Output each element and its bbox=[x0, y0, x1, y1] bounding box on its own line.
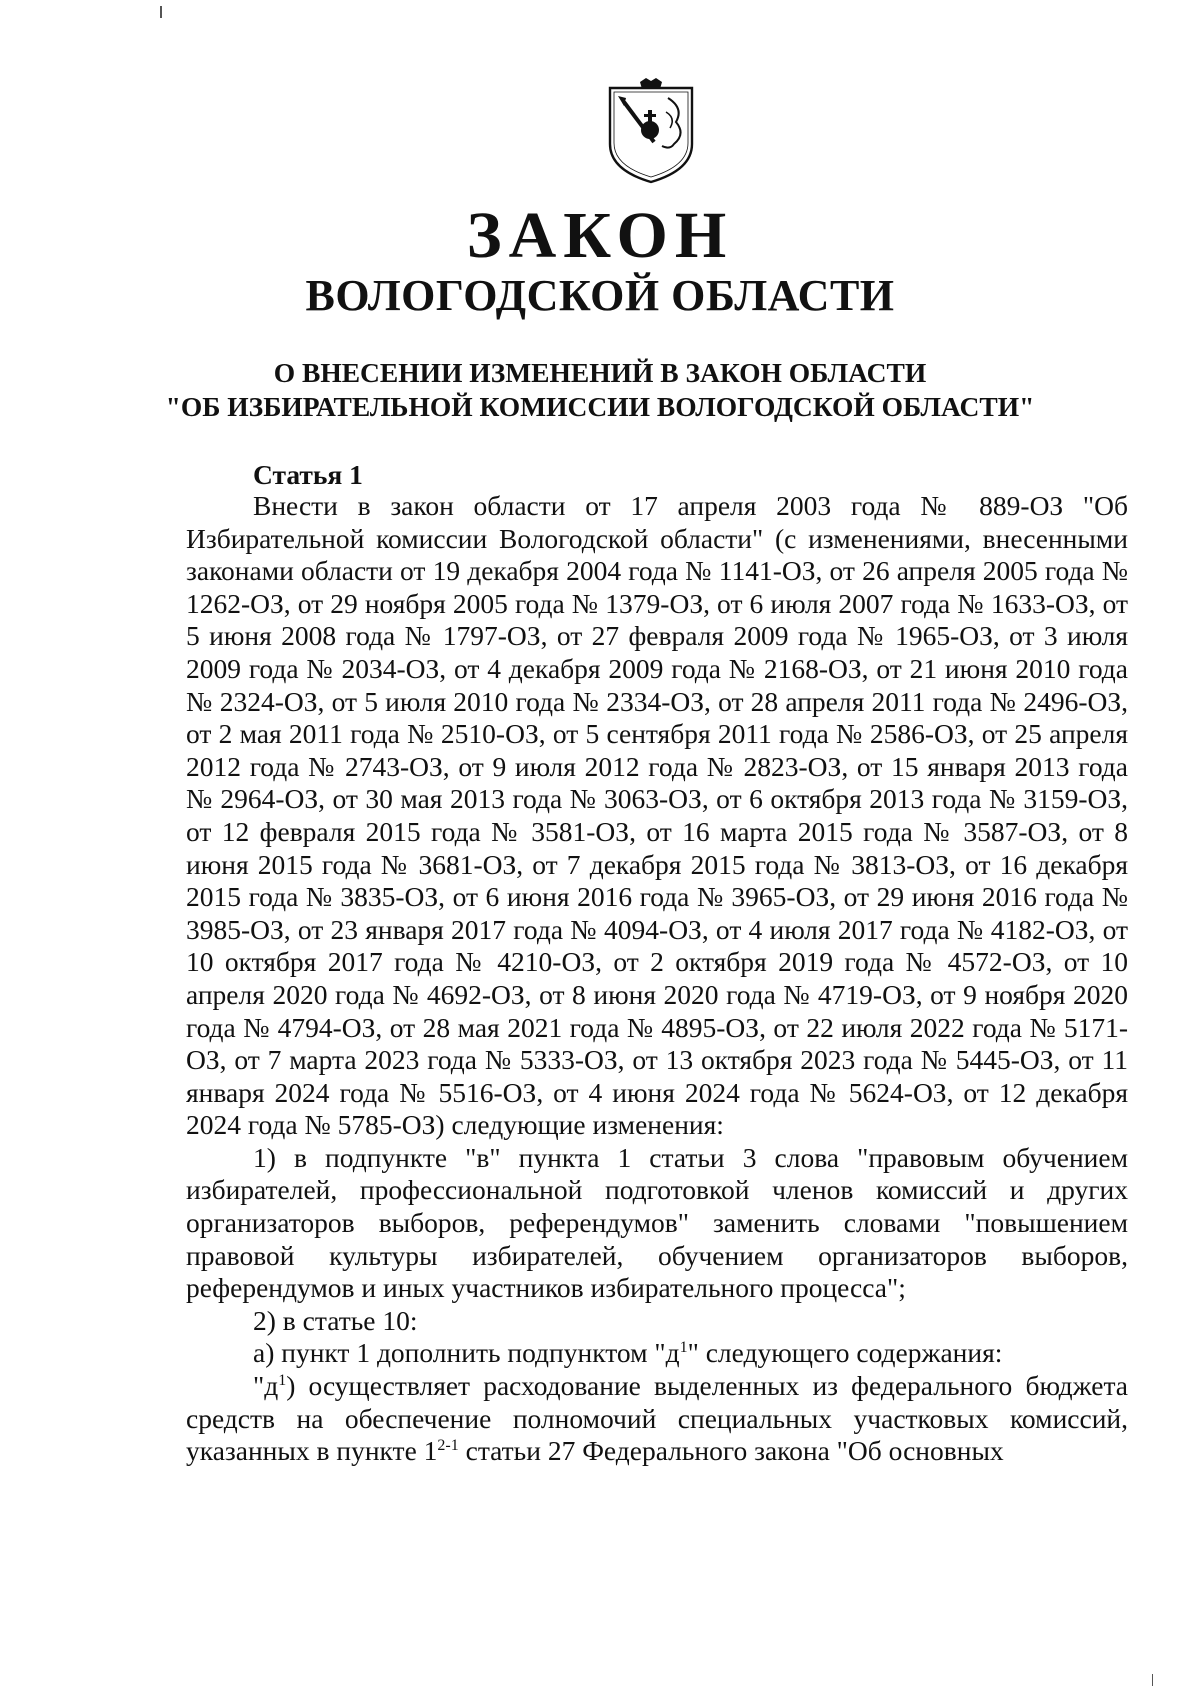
subject-line: О ВНЕСЕНИИ ИЗМЕНЕНИЙ В ЗАКОН ОБЛАСТИ bbox=[273, 357, 927, 388]
amendment-quote: "$д^1$) осуществляет расходование выделенных из федерального бюджета средств на обеспечение полномочий специальных участковых комиссий, указанных в пункте 1$^{2-1}$ статьи 27 Федерального закона "Об основных bbox=[186, 1370, 1128, 1467]
document-region: ВОЛОГОДСКОЙ ОБЛАСТИ bbox=[305, 271, 895, 320]
scan-mark bbox=[1152, 1674, 1153, 1686]
document-title: ЗАКОН bbox=[466, 199, 734, 272]
article-intro: Внести в закон области от 17 апреля 2003 года № 889-ОЗ "Об Избирательной комиссии Вологодской области" (с изменениями, внесенными законами области от 19 декабря 2004 года № 1141-ОЗ, от 26 апреля 2005 года № 1262-ОЗ, от 29 ноября 2005 года № 1379-ОЗ, от 6 июля 2007 года № 1633-ОЗ, от 5 июня 2008 года № 1797-ОЗ, от 27 февраля 2009 года № 1965-ОЗ, от 3 июля 2009 года № 2034-ОЗ, от 4 декабря 2009 года № 2168-ОЗ, от 21 июня 2010 года № 2324-ОЗ, от 5 июля 2010 года № 2334-ОЗ, от 28 апреля 2011 года № 2496-ОЗ, от 2 мая 2011 года № 2510-ОЗ, от 5 сентября 2011 года № 2586-ОЗ, от 25 апреля 2012 года № 2743-ОЗ, от 9 июля 2012 года № 2823-ОЗ, от 15 января 2013 года № 2964-ОЗ, от 30 мая 2013 года № 3063-ОЗ, от 6 октября 2013 года № 3159-ОЗ, от 12 февраля 2015 года № 3581-ОЗ, от 16 марта 2015 года № 3587-ОЗ, от 8 июня 2015 года № 3681-ОЗ, от 7 декабря 2015 года № 3813-ОЗ, от 16 декабря 2015 года № 3835-ОЗ, от 6 июня 2016 года № 3965-ОЗ, от 29 июня 2016 года № 3985-ОЗ, от 23 января 2017 года № 4094-ОЗ, от 4 июля 2017 года № 4182-ОЗ, от 10 октября 2017 года № 4210-ОЗ, от 2 октября 2019 года № 4572-ОЗ, от 10 апреля 2020 года № 4692-ОЗ, от 8 июня 2020 года № 4719-ОЗ, от 9 ноября 2020 года № 4794-ОЗ, от 28 мая 2021 года № 4895-ОЗ, от 22 июля 2022 года № 5171-ОЗ, от 7 марта 2023 года № 5333-ОЗ, от 13 октября 2023 года № 5445-ОЗ, от 11 января 2024 года № 5516-ОЗ, от 4 июня 2024 года № 5624-ОЗ, от 12 декабря 2024 года № 5785-ОЗ) следующие изменения: bbox=[186, 490, 1128, 1141]
scan-mark bbox=[160, 6, 162, 18]
article-heading: Статья 1 bbox=[253, 459, 363, 490]
subject-line: "ОБ ИЗБИРАТЕЛЬНОЙ КОМИССИИ ВОЛОГОДСКОЙ ОБЛАСТИ" bbox=[165, 391, 1035, 422]
amendment-item: 1) в подпункте "в" пункта 1 статьи 3 слова "правовым обучением избирателей, профессиональной подготовкой членов комиссий и других организаторов выборов, референдумов" заменить словами "повышением правовой культуры избирателей, обучением организаторов выборов, референдумов и иных участников избирательного процесса"; bbox=[186, 1141, 1128, 1304]
amendment-subitem: а) пункт 1 дополнить подпунктом "$д^1$" следующего содержания: bbox=[253, 1337, 1003, 1369]
coat-of-arms-icon bbox=[604, 78, 698, 186]
article-body bbox=[186, 490, 1128, 1468]
amendment-item: 2) в статье 10: bbox=[253, 1304, 418, 1336]
law-subject bbox=[140, 356, 1060, 424]
